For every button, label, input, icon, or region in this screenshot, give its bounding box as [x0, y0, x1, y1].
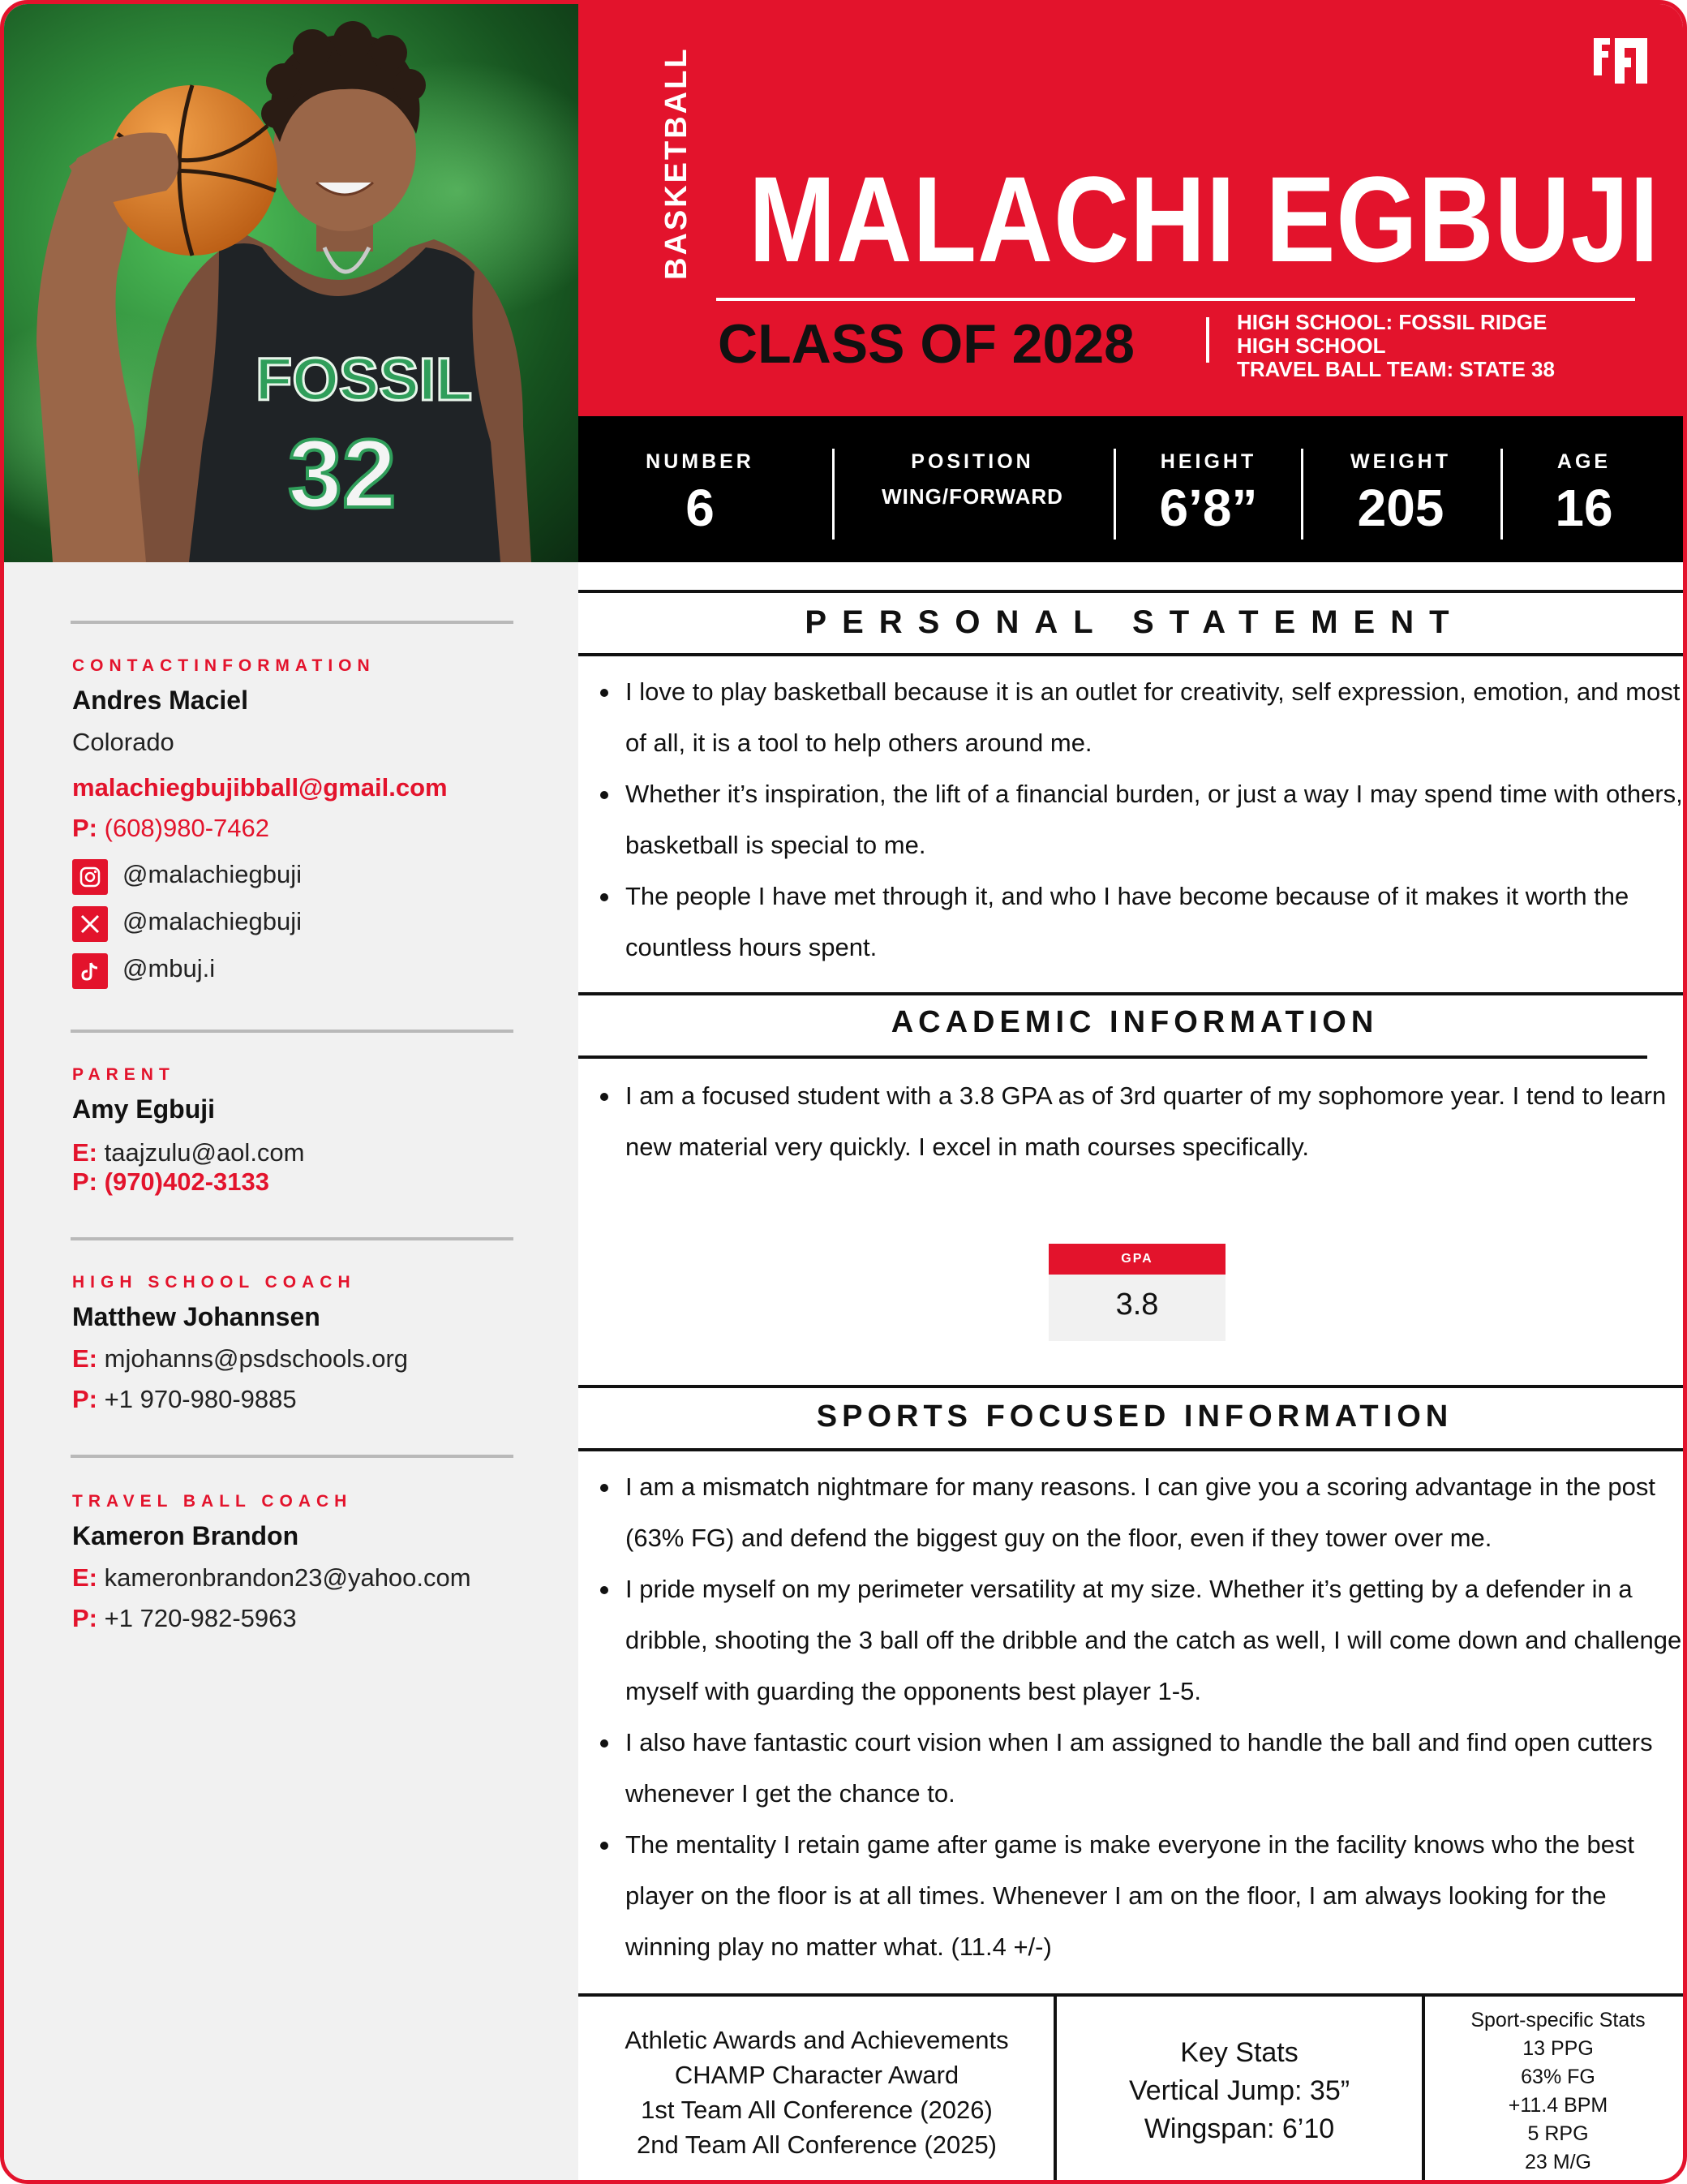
sports-title: SPORTS FOCUSED INFORMATION [816, 1399, 1453, 1434]
player-photo [4, 4, 578, 562]
phone-label: P: [72, 814, 97, 842]
sport-stat-item: 13 PPG [1522, 2037, 1594, 2060]
key-stat-item: Vertical Jump: 35” [1128, 2075, 1350, 2106]
award-item: 2nd Team All Conference (2025) [636, 2130, 998, 2159]
stat-label: AGE [1556, 450, 1612, 473]
parent-email[interactable] [72, 1138, 305, 1167]
gpa-card [1049, 1244, 1226, 1341]
stat-label: WEIGHT [1350, 450, 1451, 473]
f1-logo-icon [1589, 35, 1654, 87]
instagram-handle: @malachiegbuji [122, 860, 303, 888]
list-item: I am a focused student with a 3.8 GPA as of 3rd quarter of my sophomore year. I tend to learn new material very quickly. I excel in math courses specifically. [578, 1070, 1687, 1172]
contact-heading: CONTACTINFORMATION [72, 656, 376, 675]
email-label: E: [72, 1138, 97, 1167]
sport-stat-item: +11.4 BPM [1508, 2094, 1608, 2117]
section-divider [71, 1455, 513, 1458]
phone-label: P: [72, 1167, 97, 1196]
sport-stat-item: 63% FG [1521, 2066, 1595, 2088]
section-divider [71, 621, 513, 624]
sport-label: BASKETBALL [659, 46, 693, 280]
stat-value: WING/FORWARD [882, 484, 1063, 509]
stat-value: 205 [1357, 479, 1444, 537]
list-item: I also have fantastic court vision when I am assigned to handle the ball and find open cutters whenever I get the chance to. [578, 1717, 1687, 1819]
personal-statement-title: PERSONAL STATEMENT [805, 604, 1465, 640]
gpa-value: 3.8 [1115, 1288, 1159, 1322]
hs-coach-phone[interactable] [72, 1385, 297, 1414]
stat-value: 6 [685, 479, 715, 537]
section-rule [578, 1385, 1687, 1388]
sport-stat-item: 23 M/G [1525, 2151, 1591, 2173]
email-value: kameronbrandon23@yahoo.com [104, 1563, 471, 1592]
email-value: mjohanns@psdschools.org [104, 1344, 409, 1373]
list-item: The people I have met through it, and who I have become because of it makes it worth the countless hours spent. [578, 871, 1687, 973]
travel-coach-email[interactable] [72, 1563, 471, 1593]
list-item: I pride myself on my perimeter versatility at my size. Whether it’s getting by a defender in a dribble, shooting the 3 ball off the dribble and the catch as well, I will come down and challenge myself with guarding the opponents best player 1-5. [578, 1563, 1687, 1717]
email-label: E: [72, 1563, 97, 1592]
class-divider [1206, 317, 1209, 363]
stat-label: NUMBER [646, 450, 754, 473]
awards-cell [578, 1997, 1055, 2184]
travel-coach-name: Kameron Brandon [72, 1521, 299, 1550]
section-divider [71, 1030, 513, 1033]
school-line: TRAVEL BALL TEAM: STATE 38 [1237, 357, 1555, 381]
academic-title: ACADEMIC INFORMATION [891, 1005, 1379, 1039]
key-stat-item: Wingspan: 6’10 [1144, 2113, 1335, 2144]
sport-stats-cell [1425, 1997, 1687, 2184]
section-rule [578, 1055, 1647, 1059]
player-illustration [4, 4, 578, 562]
x-twitter-handle: @malachiegbuji [122, 907, 303, 935]
stat-weight [1303, 416, 1498, 562]
sport-stat-item: 5 RPG [1527, 2122, 1589, 2145]
sports-list [578, 1461, 1687, 1972]
stat-position [835, 416, 1110, 562]
section-rule [578, 992, 1687, 995]
list-item: I am a mismatch nightmare for many reasons. I can give you a scoring advantage in the post (63% FG) and defend the biggest guy on the floor, even if they tower over me. [578, 1461, 1687, 1563]
stat-age [1503, 416, 1665, 562]
phone-value: +1 970-980-9885 [104, 1385, 297, 1413]
summary-row [578, 1997, 1687, 2184]
section-rule [578, 1448, 1687, 1451]
tiktok-icon [72, 953, 108, 989]
award-item: CHAMP Character Award [674, 2061, 959, 2089]
personal-statement-list [578, 666, 1687, 973]
section-rule [578, 590, 1687, 593]
list-item: The mentality I retain game after game is make everyone in the facility knows who the best player on the floor is at all times. Whenever I am on the floor, I am always looking for the winning play no matter what. (11.4 +/-) [578, 1819, 1687, 1972]
list-item: Whether it’s inspiration, the lift of a financial burden, or just a way I may spend time with others, basketball is special to me. [578, 768, 1687, 871]
parent-name: Amy Egbuji [72, 1094, 216, 1124]
stat-bar [578, 416, 1687, 562]
school-line: HIGH SCHOOL [1237, 333, 1386, 358]
hs-coach-name: Matthew Johannsen [72, 1302, 320, 1331]
awards-title: Athletic Awards and Achievements [625, 2026, 1009, 2054]
school-info [1237, 311, 1555, 381]
player-name: MALACHI EGBUJI [749, 151, 1659, 287]
class-year: CLASS OF 2028 [718, 313, 1135, 375]
section-divider [71, 1237, 513, 1240]
gpa-label: GPA [1049, 1244, 1226, 1275]
header-banner [578, 4, 1687, 416]
tiktok-handle: @mbuj.i [122, 954, 216, 982]
jersey-text: FOSSIL [255, 346, 473, 413]
sport-stats-title: Sport-specific Stats [1470, 2009, 1646, 2031]
parent-heading: PARENT [72, 1065, 175, 1084]
stat-number [611, 416, 789, 562]
hs-coach-email[interactable] [72, 1344, 408, 1374]
stat-height [1116, 416, 1301, 562]
travel-coach-phone[interactable] [72, 1604, 297, 1633]
stat-label: POSITION [911, 450, 1034, 473]
contact-phone[interactable] [72, 814, 269, 843]
contact-sidebar [4, 562, 578, 2184]
phone-label: P: [72, 1604, 97, 1632]
instagram-icon [72, 859, 108, 895]
parent-phone[interactable] [72, 1167, 269, 1197]
phone-value: (608)980-7462 [104, 814, 270, 842]
contact-name: Andres Maciel [72, 686, 248, 715]
stat-label: HEIGHT [1160, 450, 1257, 473]
academic-list [578, 1070, 1687, 1172]
email-label: E: [72, 1344, 97, 1373]
section-rule [578, 653, 1687, 656]
contact-email-link[interactable]: malachiegbujibball@gmail.com [72, 773, 448, 802]
award-item: 1st Team All Conference (2026) [641, 2096, 993, 2124]
phone-value: +1 720-982-5963 [104, 1604, 297, 1632]
stat-value: 16 [1555, 479, 1613, 537]
x-twitter-icon [72, 906, 108, 942]
phone-value: (970)402-3133 [104, 1167, 270, 1196]
contact-location: Colorado [72, 728, 174, 756]
travel-coach-heading: TRAVEL BALL COACH [72, 1492, 353, 1511]
key-stats-cell [1057, 1997, 1422, 2184]
phone-label: P: [72, 1385, 97, 1413]
list-item: I love to play basketball because it is an outlet for creativity, self expression, emotion, and most of all, it is a tool to help others around me. [578, 666, 1687, 768]
name-divider [716, 298, 1635, 301]
key-stats-title: Key Stats [1180, 2037, 1299, 2068]
jersey-number: 32 [288, 419, 397, 528]
hs-coach-heading: HIGH SCHOOL COACH [72, 1273, 356, 1292]
stat-value: 6’8” [1159, 479, 1258, 537]
school-line: HIGH SCHOOL: FOSSIL RIDGE [1237, 310, 1547, 334]
email-value: taajzulu@aol.com [104, 1138, 305, 1167]
